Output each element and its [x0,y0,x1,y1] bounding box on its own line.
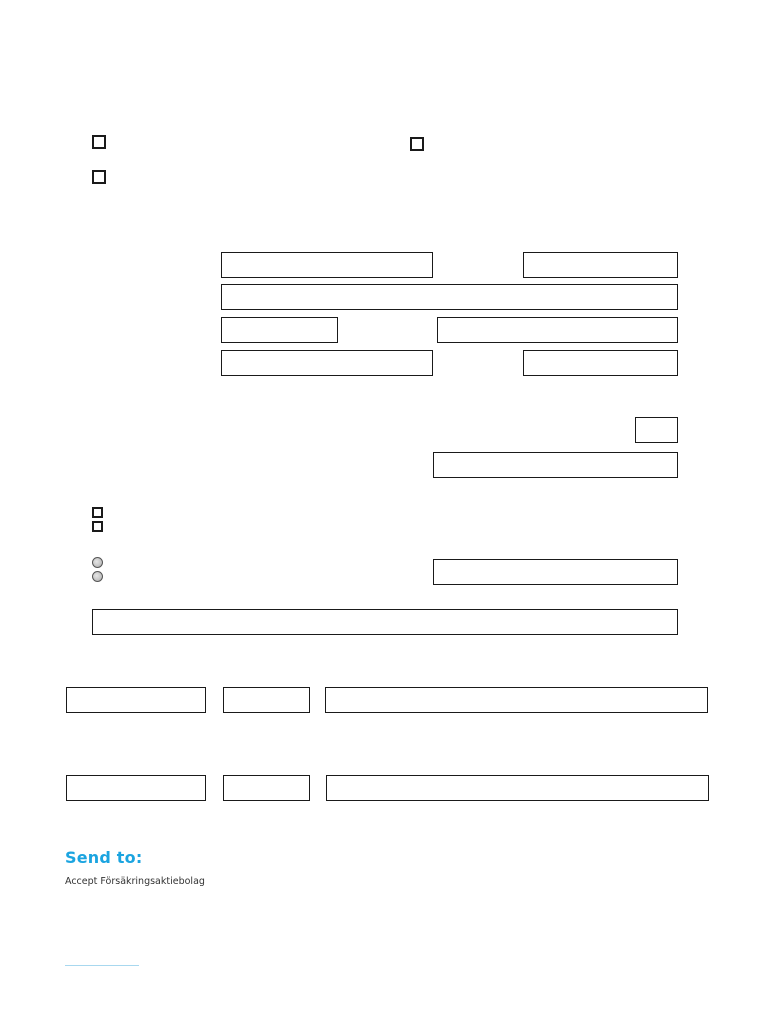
radio-option-1[interactable] [92,557,103,568]
checkbox-option-2[interactable] [92,521,103,532]
row2-place-field[interactable] [66,775,206,801]
row1-date-field[interactable] [223,687,310,713]
info-field-3-wide[interactable] [221,284,678,310]
footer-divider [65,965,139,966]
radio-option-2[interactable] [92,571,103,582]
info-field-4[interactable] [221,317,338,343]
checkbox-top-left[interactable] [92,135,106,149]
wide-text-field[interactable] [92,609,678,635]
short-field[interactable] [635,417,678,443]
row1-signature-field[interactable] [325,687,708,713]
info-field-5[interactable] [437,317,678,343]
checkbox-second-left[interactable] [92,170,106,184]
info-field-1[interactable] [221,252,433,278]
row2-date-field[interactable] [223,775,310,801]
checkbox-top-right[interactable] [410,137,424,151]
detail-field[interactable] [433,452,678,478]
row1-place-field[interactable] [66,687,206,713]
send-to-heading: Send to: [65,848,143,867]
info-field-7[interactable] [523,350,678,376]
row2-signature-field[interactable] [326,775,709,801]
radio-detail-field[interactable] [433,559,678,585]
info-field-2[interactable] [523,252,678,278]
send-to-company: Accept Försäkringsaktiebolag [65,876,205,887]
info-field-6[interactable] [221,350,433,376]
checkbox-option-1[interactable] [92,507,103,518]
